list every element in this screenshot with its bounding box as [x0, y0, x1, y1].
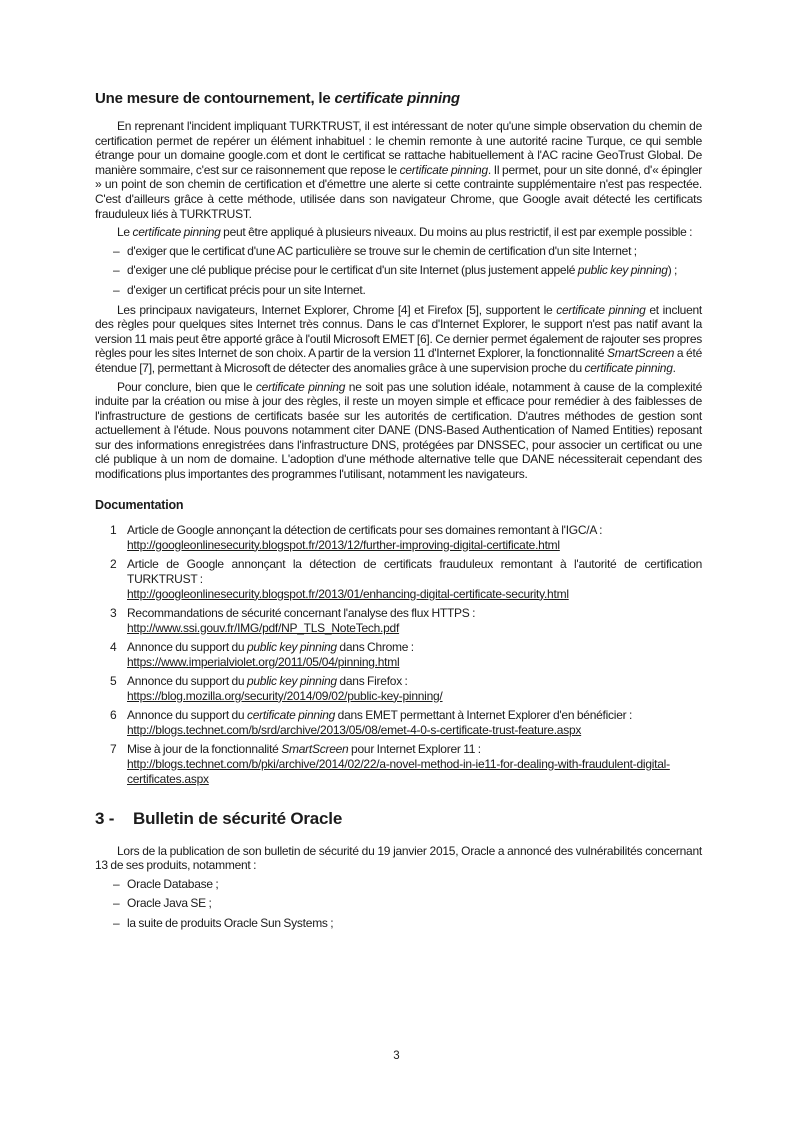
doc-item-label: Article de Google annonçant la détection de certificats pour ses domaines remontant à l'IGC/A : [127, 522, 603, 537]
paragraph-conclusion: Pour conclure, bien que le certificate pinning ne soit pas une solution idéale, notamment à cause de la complexité induite par la création ou mise à jour des règles, il reste un moyen simple et efficace pour remédier à des faiblesses de l'infrastructure de gestions de certificats basée sur les autorités de certification. D'autres méthodes de gestion sont actuellement à l'étude. Nous pouvons notamment citer DANE (DNS-Based Authentication of Named Entities) reposant sur des informations enregistrées dans l'infrastructure DNS, protégées par DNSSEC, pour associer un certificat ou une clé publique à un nom de domaine. L'adoption d'une méthode alternative telle que DANE nécessiterait cependant des modifications plus importantes des programmes l'utilisant, notamment les navigateurs. [95, 379, 703, 482]
paragraph-pinning-levels-intro: Le certificate pinning peut être appliqué à plusieurs niveaux. Du moins au plus restrictif, il est par exemple possible : [117, 225, 693, 240]
section-title: Bulletin de sécurité Oracle [133, 808, 343, 828]
doc-item-number: 1 [110, 522, 117, 537]
dash-marker: – [113, 243, 120, 258]
doc-item-text [127, 742, 702, 787]
doc-item-number: 2 [110, 556, 117, 571]
page-number: 3 [393, 1050, 400, 1062]
doc-item-text [127, 557, 702, 602]
list-item-text: la suite de produits Oracle Sun Systems ; [127, 916, 334, 931]
section-3-heading [95, 809, 702, 829]
doc-item-text [127, 606, 702, 636]
doc-item-number: 6 [110, 707, 117, 722]
doc-item [95, 742, 702, 787]
doc-link[interactable]: http://googleonlinesecurity.blogspot.fr/2013/12/further-improving-digital-certificate.html [127, 537, 560, 552]
pinning-levels-list [95, 244, 702, 298]
page-content [95, 90, 702, 936]
doc-item-number: 4 [110, 639, 117, 654]
list-item-text: Oracle Database ; [127, 876, 219, 891]
list-item-text: d'exiger que le certificat d'une AC particulière se trouve sur le chemin de certification d'un site Internet ; [127, 243, 637, 258]
doc-item [95, 523, 702, 553]
list-item-text: d'exiger une clé publique précise pour le certificat d'un site Internet (plus justement appelé public key pinning) ; [127, 263, 678, 278]
paragraph-turktrust-incident: En reprenant l'incident impliquant TURKTRUST, il est intéressant de noter qu'une simple observation du chemin de certification permet de repérer un élément inhabituel : le chemin remonte à une autorité racine Turque, ce qui semble étrange pour un domaine google.com et dont le certificat se rattache habituellement à l'AC racine GeoTrust Global. De manière sommaire, c'est sur ce raisonnement que repose le certificate pinning. Il permet, pour un site donné, d'« épingler » un point de son chemin de certification et d'émettre une alerte si cette contrainte supplémentaire n'est pas respectée. C'est d'ailleurs grâce à cette méthode, utilisée dans son navigateur Chrome, que Google avait détecté les certificats frauduleux liés à TURKTRUST. [95, 119, 703, 221]
doc-item-number: 3 [110, 605, 117, 620]
doc-item [95, 640, 702, 670]
doc-item [95, 674, 702, 704]
dash-marker: – [113, 896, 120, 911]
doc-item-label: Annonce du support du public key pinning dans Chrome : [127, 639, 414, 654]
doc-link[interactable]: https://www.imperialviolet.org/2011/05/04/pinning.html [127, 654, 400, 669]
doc-link[interactable]: http://blogs.technet.com/b/srd/archive/2013/05/08/emet-4-0-s-certificate-trust-feature.aspx [127, 722, 582, 737]
list-item [95, 877, 702, 892]
doc-item-label: Recommandations de sécurité concernant l'analyse des flux HTTPS : [127, 605, 476, 620]
doc-item [95, 606, 702, 636]
dash-marker: – [113, 916, 120, 931]
doc-item-text [127, 708, 702, 738]
doc-link[interactable]: https://blog.mozilla.org/security/2014/09/02/public-key-pinning/ [127, 688, 443, 703]
list-item [95, 263, 702, 278]
doc-item [95, 708, 702, 738]
documentation-list [95, 523, 702, 787]
section-number: 3 - [95, 808, 115, 828]
doc-item-text [127, 523, 702, 553]
dash-marker: – [113, 876, 120, 891]
list-item [95, 244, 702, 259]
doc-item-number: 7 [110, 741, 117, 756]
article-heading: Une mesure de contournement, le certificate pinning [95, 90, 460, 107]
list-item-text: Oracle Java SE ; [127, 896, 212, 911]
doc-link[interactable]: http://blogs.technet.com/b/pki/archive/2014/02/22/a-novel-method-in-ie11-for-dealing-with-fraudulent-digital-certificates.aspx [127, 756, 670, 786]
doc-item [95, 557, 702, 602]
paragraph-oracle-intro: Lors de la publication de son bulletin de sécurité du 19 janvier 2015, Oracle a annoncé des vulnérabilités concernant 13 de ses produits, notamment : [95, 843, 702, 873]
doc-item-label: Annonce du support du certificate pinning dans EMET permettant à Internet Explorer d'en bénéficier : [127, 707, 633, 722]
doc-item-text [127, 674, 702, 704]
list-item [95, 283, 702, 298]
documentation-heading: Documentation [95, 497, 184, 512]
doc-item-label: Mise à jour de la fonctionnalité SmartScreen pour Internet Explorer 11 : [127, 741, 481, 756]
list-item-text: d'exiger un certificat précis pour un site Internet. [127, 282, 366, 297]
dash-marker: – [113, 282, 120, 297]
paragraph-browser-support: Les principaux navigateurs, Internet Explorer, Chrome [4] et Firefox [5], supportent le certificate pinning et incluent des règles pour quelques sites Internet très connus. Dans le cas d'Internet Explorer, le support n'est pas natif avant la version 11 mais peut être apporté grâce à l'outil Microsoft EMET [6]. Ce dernier permet également de rajouter ses propres règles pour les sites Internet de son choix. A partir de la version 11 d'Internet Explorer, la fonctionnalité SmartScreen a été étendue [7], permettant à Microsoft de détecter des anomalies grâce à une supervision proche du certificate pinning. [95, 302, 703, 375]
list-item [95, 916, 702, 931]
doc-link[interactable]: http://www.ssi.gouv.fr/IMG/pdf/NP_TLS_NoteTech.pdf [127, 620, 400, 635]
doc-item-text [127, 640, 702, 670]
oracle-products-list [95, 877, 702, 931]
doc-link[interactable]: http://googleonlinesecurity.blogspot.fr/2013/01/enhancing-digital-certificate-security.html [127, 586, 569, 601]
list-item [95, 896, 702, 911]
doc-item-number: 5 [110, 673, 117, 688]
dash-marker: – [113, 263, 120, 278]
doc-item-label: Article de Google annonçant la détection de certificats frauduleux remontant à l'autorité de certification TURKTRUST : [127, 556, 702, 586]
doc-item-label: Annonce du support du public key pinning dans Firefox : [127, 673, 408, 688]
